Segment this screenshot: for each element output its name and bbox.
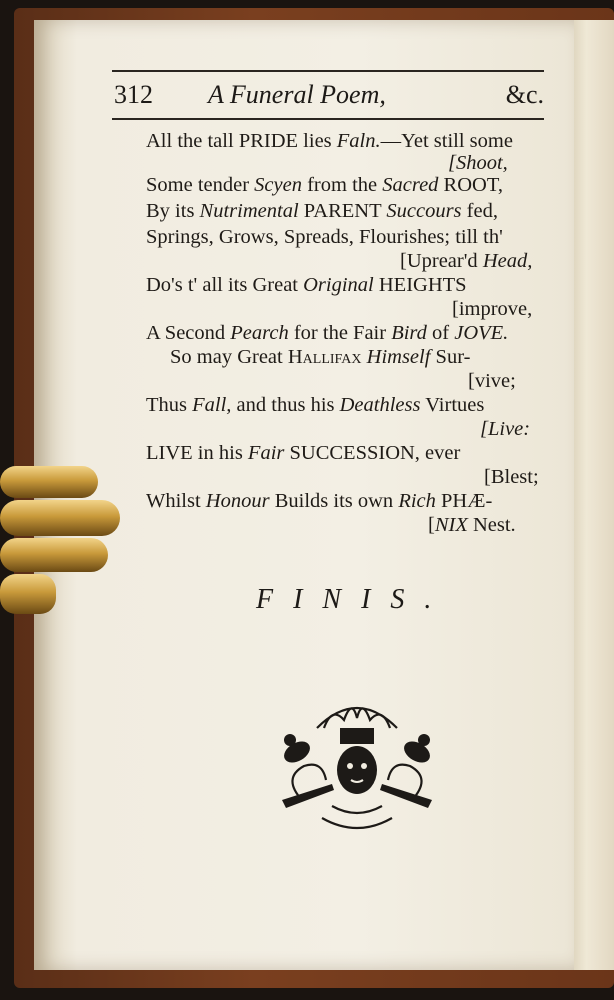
- verse-line: By its Nutrimental PARENT Succours fed,: [146, 200, 498, 222]
- verse-turnover: [NIX Nest.: [428, 514, 516, 536]
- brass-page-clip-icon: [0, 460, 126, 630]
- verse-line: LIVE in his Fair SUCCESSION, ever: [146, 442, 461, 464]
- printers-ornament-icon: [262, 688, 452, 833]
- verse-turnover: [Live:: [480, 418, 531, 440]
- running-title: A Funeral Poem,: [208, 80, 386, 109]
- verse-line: Thus Fall, and thus his Deathless Virtues: [146, 394, 485, 416]
- verse-line: So may Great Hallifax Himself Sur-: [170, 346, 471, 368]
- verse-turnover: [improve,: [452, 298, 533, 320]
- verse-turnover: [Blest;: [484, 466, 539, 488]
- verse-line: All the tall PRIDE lies Faln.—Yet still some: [146, 130, 513, 152]
- header-top-rule: [112, 70, 544, 72]
- running-title-etc: &c.: [505, 80, 544, 109]
- verse-line: Whilst Honour Builds its own Rich PHÆ-: [146, 490, 493, 512]
- verse-turnover: [vive;: [468, 370, 516, 392]
- running-header: [112, 76, 544, 116]
- verse-turnover: [Shoot,: [448, 152, 508, 174]
- header-bottom-rule: [112, 118, 544, 120]
- verse-line: Springs, Grows, Spreads, Flourishes; till th': [146, 226, 503, 248]
- verse-turnover: [Uprear'd Head,: [400, 250, 533, 272]
- page-edges: [567, 20, 614, 970]
- verse-line: Some tender Scyen from the Sacred ROOT,: [146, 174, 503, 196]
- verse-line: A Second Pearch for the Fair Bird of JOVE.: [146, 322, 509, 344]
- verse-line: Do's t' all its Great Original HEIGHTS: [146, 274, 467, 296]
- finis-heading: FINIS.: [256, 584, 452, 615]
- page-number: 312: [114, 80, 153, 109]
